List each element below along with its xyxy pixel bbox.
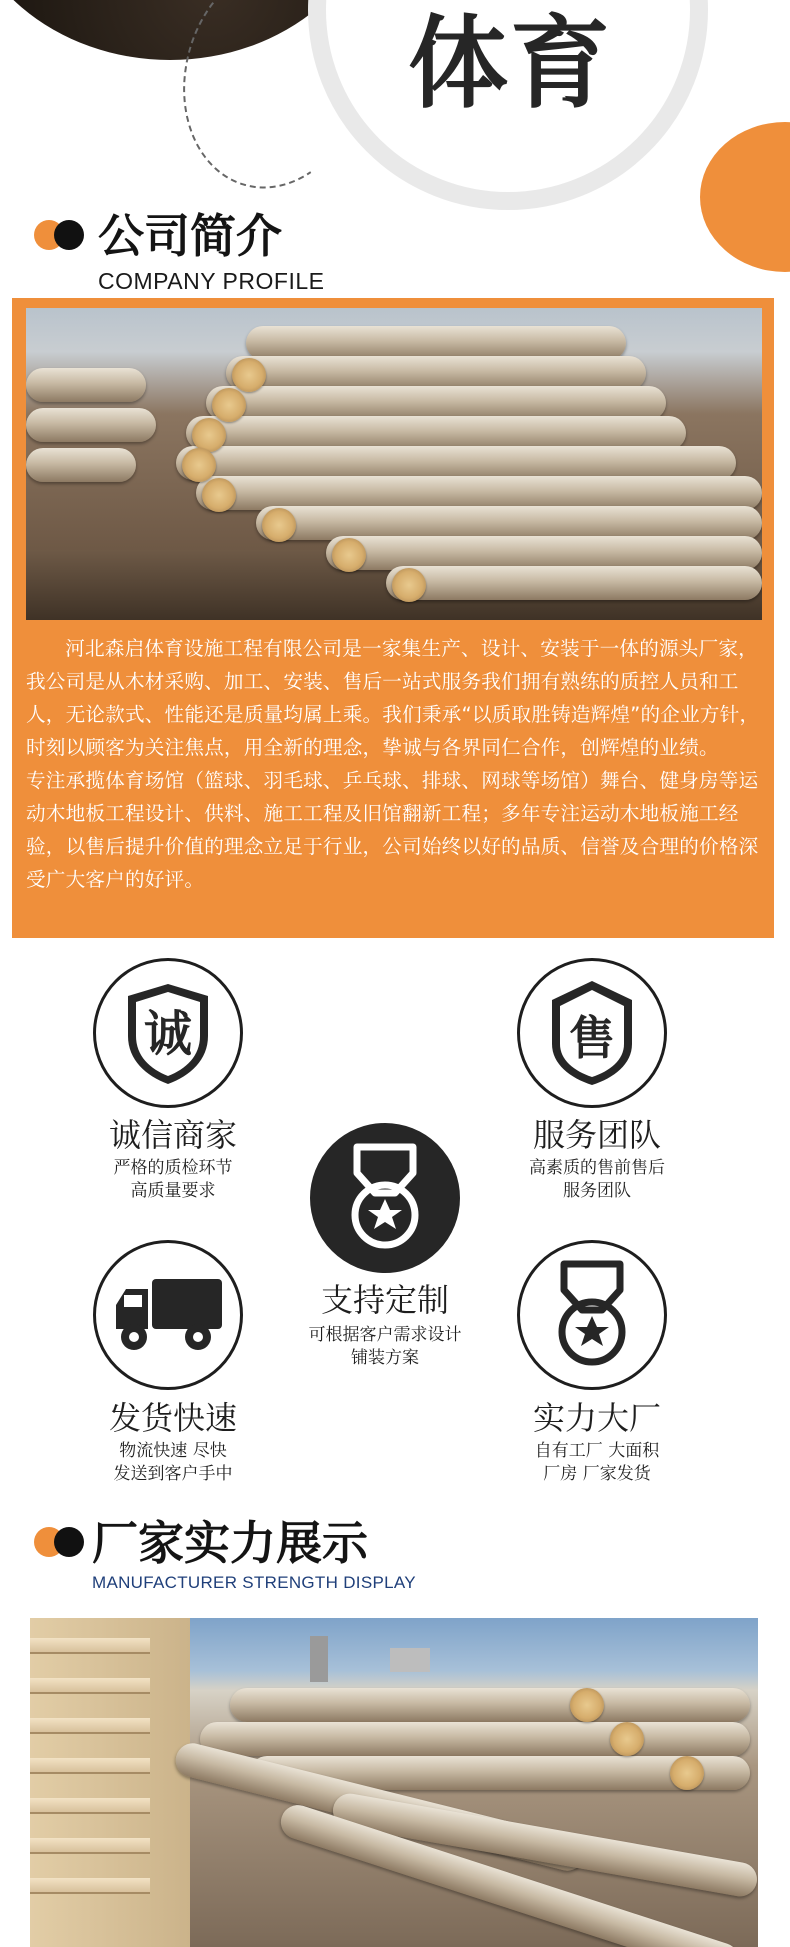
strength-title-en: MANUFACTURER STRENGTH DISPLAY [92,1573,416,1592]
service-desc [467,1157,727,1203]
service-badge [517,958,667,1108]
delivery-desc-line-2: 发送到客户手中 [113,1464,233,1484]
service-glyph: 售 [569,1011,615,1065]
integrity-badge [93,958,243,1108]
log [200,1722,750,1756]
factory-badge [517,1240,667,1390]
log [206,386,666,420]
custom-badge [310,1123,460,1273]
log [230,1688,750,1722]
building [390,1648,430,1672]
log-end [570,1688,604,1722]
delivery-title: 发货快速 [108,1399,237,1437]
profile-paragraph-1: 河北森启体育设施工程有限公司是一家集生产、设计、安装于一体的源头厂家，我公司是从木材采购、加工、安装、售后一站式服务我们拥有熟练的质控人员和工人，无论款式、性能还是质量均属上乘。我们秉承“以质取胜铸造辉煌”的企业方针，时刻以顾客为关注焦点，用全新的理念，挚诚与各界同仁合作，创辉煌的业绩。 [26,637,760,759]
log [26,448,136,482]
log [26,408,156,442]
truck-icon [112,1275,224,1355]
profile-paragraph-2: 专注承揽体育场馆（篮球、羽毛球、乒乓球、排球、网球等场馆）舞台、健身房等运动木地板工程设计、供料、施工工程及旧馆翻新工程；多年专注运动木地板施工经验，以售后提升价值的理念立足于行业，公司始终以好的品质、信誉及合理的价格深受广大客户的好评。 [26,769,759,891]
log [26,368,146,402]
plank [30,1718,150,1734]
shield-icon [120,980,216,1086]
log [386,566,762,600]
log-end [332,538,366,572]
strength-title-cn: 厂家实力展示 [92,1516,368,1570]
service-title: 服务团队 [532,1116,661,1154]
service-desc-line-2: 服务团队 [563,1181,631,1201]
plank [30,1678,150,1694]
plank-stack [30,1618,190,1947]
orange-circle-decoration [700,122,790,272]
log [196,476,762,510]
plank [30,1838,150,1854]
integrity-glyph: 诚 [143,1006,193,1062]
factory-desc-line-1: 自有工厂 大面积 [534,1441,660,1461]
integrity-desc-line-1: 严格的质检环节 [113,1158,233,1178]
log-end [392,568,426,602]
factory-desc-line-2: 厂房 厂家发货 [543,1464,651,1484]
log [176,446,736,480]
plank [30,1638,150,1654]
profile-heading [32,209,372,294]
profile-title-cn: 公司简介 [98,209,282,263]
delivery-desc [43,1440,303,1486]
delivery-badge [93,1240,243,1390]
log-end [192,418,226,452]
timber-yard-photo [26,308,762,620]
profile-text [26,632,762,896]
log [326,536,762,570]
log-end [232,358,266,392]
log-end [212,388,246,422]
chimney [310,1636,328,1682]
service-desc-line-1: 高素质的售前售后 [529,1158,665,1178]
profile-title-en: COMPANY PROFILE [98,268,325,294]
custom-desc [255,1324,515,1370]
custom-desc-line-1: 可根据客户需求设计 [308,1325,462,1345]
custom-desc-line-2: 铺装方案 [351,1348,419,1368]
plank [30,1758,150,1774]
log-end [610,1722,644,1756]
log [256,506,762,540]
plank [30,1798,150,1814]
delivery-desc-line-1: 物流快速 尽快 [119,1441,227,1461]
integrity-desc [43,1157,303,1203]
log [246,326,626,360]
log [186,416,686,450]
log-end [202,478,236,512]
strength-heading [32,1516,452,1595]
log-end [262,508,296,542]
brand-title: 体育 [408,5,612,122]
factory-desc [467,1440,727,1486]
integrity-title: 诚信商家 [108,1116,237,1154]
log-end [182,448,216,482]
factory-title: 实力大厂 [532,1399,661,1437]
integrity-desc-line-2: 高质量要求 [130,1181,216,1201]
log-end [670,1756,704,1790]
log [226,356,646,390]
medal-icon [542,1260,642,1370]
hexagon-shield-icon [544,978,640,1088]
black-dot [54,220,84,250]
black-dot [54,1527,84,1557]
factory-yard-photo [30,1618,758,1947]
medal-icon [335,1143,435,1253]
plank [30,1878,150,1894]
company-profile-panel [12,298,774,938]
custom-title: 支持定制 [320,1281,449,1319]
